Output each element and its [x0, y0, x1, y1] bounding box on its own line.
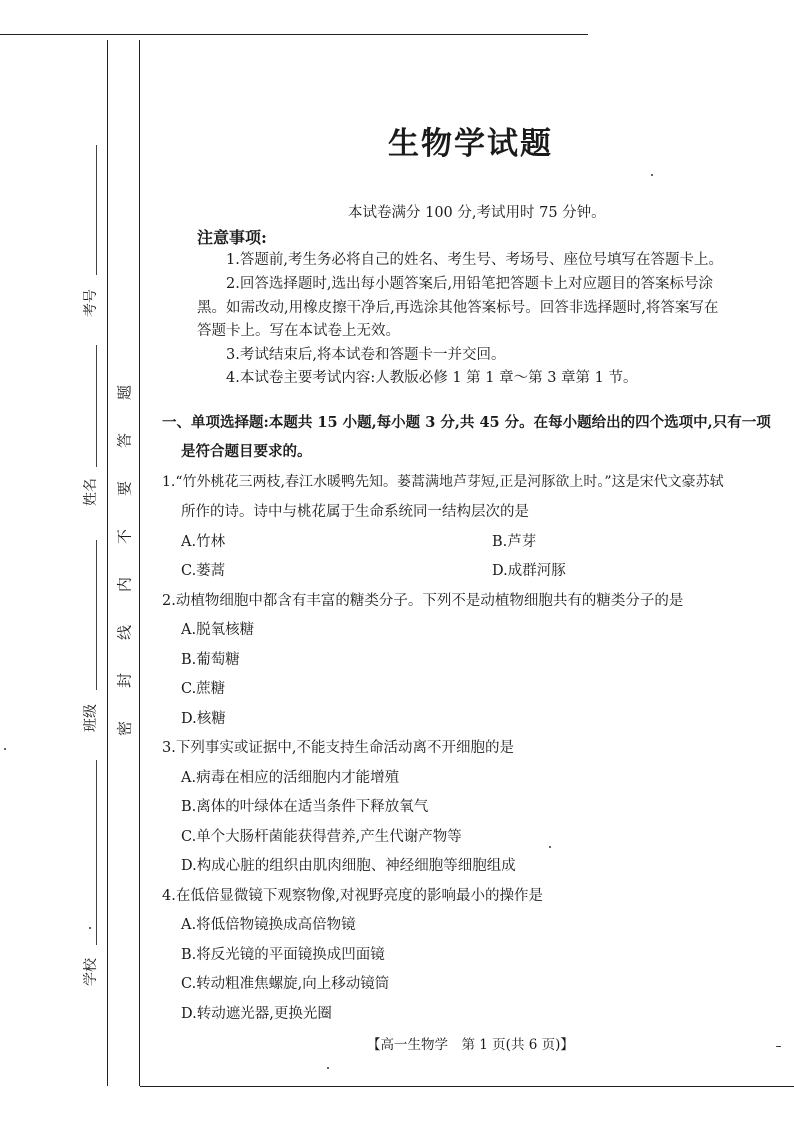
question-stem: 1.“竹外桃花三两枝,春江水暖鸭先知。蒌蒿满地芦芽短,正是河豚欲上时。”这是宋代文豪苏轼 — [162, 474, 724, 490]
school-fill-line[interactable] — [96, 760, 97, 945]
class-label: 班级 — [83, 704, 99, 732]
option-b: B.将反光镜的平面镜换成凹面镜 — [181, 947, 385, 963]
scan-speck — [651, 174, 653, 176]
option-b: B.葡萄糖 — [181, 652, 240, 668]
option-a: A.将低倍物镜换成高倍物镜 — [181, 917, 356, 933]
option-d: D.核糖 — [181, 711, 226, 727]
note-line: 4.本试卷主要考试内容:人教版必修 1 第 1 章～第 3 章第 1 节。 — [226, 370, 638, 386]
seal-char-8: 密 — [115, 721, 134, 737]
top-rule — [0, 34, 588, 35]
option-c: C.单个大肠杆菌能获得营养,产生代谢产物等 — [181, 829, 462, 845]
scan-speck — [549, 846, 551, 848]
section-heading: 一、单项选择题:本题共 15 小题,每小题 3 分,共 45 分。在每小题给出的四个选项中,只有一项 — [162, 414, 771, 431]
seal-char-5: 内 — [115, 577, 134, 593]
scan-speck — [327, 1067, 329, 1069]
notes-heading: 注意事项: — [197, 228, 267, 247]
seal-char-2: 答 — [115, 433, 134, 449]
question-stem: 4.在低倍显微镜下观察物像,对视野亮度的影响最小的操作是 — [162, 888, 543, 904]
option-c: C.蒌蒿 — [181, 563, 226, 579]
option-b: B.芦芽 — [492, 534, 537, 550]
question-stem: 2.动植物细胞中都含有丰富的糖类分子。下列不是动植物细胞共有的糖类分子的是 — [162, 593, 684, 609]
seal-char-7: 封 — [115, 673, 134, 689]
seal-char-1: 题 — [115, 385, 134, 401]
binding-line-inner — [139, 40, 140, 1086]
seal-char-4: 不 — [115, 529, 134, 545]
scan-speck — [89, 927, 91, 929]
option-b: B.离体的叶绿体在适当条件下释放氧气 — [181, 799, 429, 815]
scan-speck — [776, 1046, 781, 1047]
exam-no-label: 考号 — [83, 289, 99, 317]
school-label: 学校 — [83, 958, 99, 986]
note-line: 1.答题前,考生务必将自己的姓名、考生号、考场号、座位号填写在答题卡上。 — [226, 252, 723, 268]
name-fill-line[interactable] — [96, 345, 97, 467]
note-line: 3.考试结束后,将本试卷和答题卡一并交回。 — [226, 347, 506, 363]
option-c: C.转动粗准焦螺旋,向上移动镜筒 — [181, 976, 390, 992]
bottom-rule — [140, 1086, 794, 1087]
option-c: C.蔗糖 — [181, 681, 226, 697]
seal-char-6: 线 — [115, 625, 134, 641]
exam-info: 本试卷满分 100 分,考试用时 75 分钟。 — [348, 205, 606, 221]
section-heading-cont: 是符合题目要求的。 — [181, 443, 312, 460]
binding-line-outer — [107, 40, 108, 1086]
note-line: 黑。如需改动,用橡皮擦干净后,再选涂其他答案标号。回答非选择题时,将答案写在 — [197, 300, 719, 316]
option-d: D.成群河豚 — [492, 563, 566, 579]
note-line: 2.回答选择题时,选出每小题答案后,用铅笔把答题卡上对应题目的答案标号涂 — [226, 276, 714, 292]
name-label: 姓名 — [83, 478, 99, 506]
option-a: A.脱氧核糖 — [181, 622, 255, 638]
question-stem: 3.下列事实或证据中,不能支持生命活动离不开细胞的是 — [162, 740, 514, 756]
question-stem: 所作的诗。诗中与桃花属于生命系统同一结构层次的是 — [181, 504, 529, 520]
seal-char-3: 要 — [115, 481, 134, 497]
note-line: 答题卡上。写在本试卷上无效。 — [197, 323, 400, 339]
option-a: A.竹林 — [181, 534, 226, 550]
option-d: D.转动遮光器,更换光圈 — [181, 1006, 332, 1022]
option-a: A.病毒在相应的活细胞内才能增殖 — [181, 770, 400, 786]
page-title: 生物学试题 — [388, 126, 553, 162]
class-fill-line[interactable] — [96, 540, 97, 690]
scan-speck — [4, 748, 6, 750]
option-d: D.构成心脏的组织由肌肉细胞、神经细胞等细胞组成 — [181, 858, 516, 874]
page-footer: 【高一生物学 第 1 页(共 6 页)】 — [367, 1037, 574, 1053]
exam-no-fill-line[interactable] — [96, 145, 97, 275]
